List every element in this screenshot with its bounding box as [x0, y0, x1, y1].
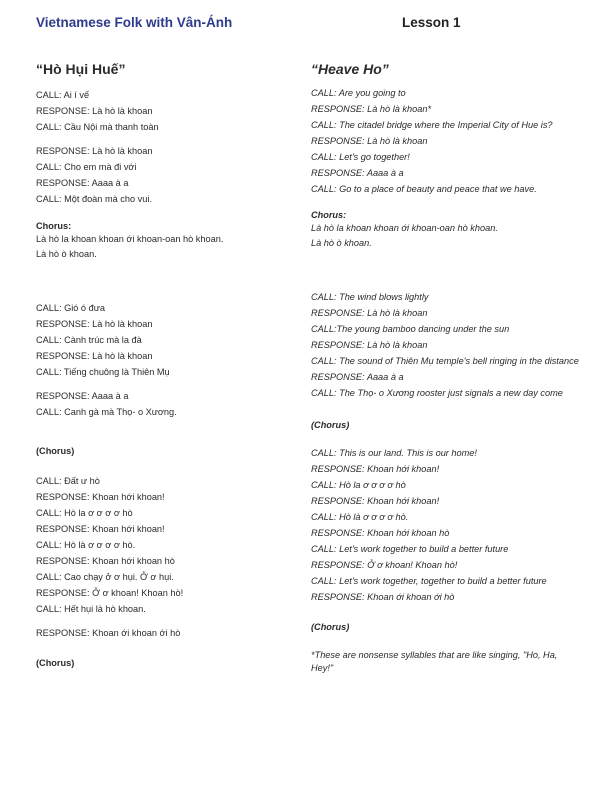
lyric-line: CALL: Gió ó đưa	[36, 303, 105, 313]
lyric-line: CALL: Hò là ơ ơ ơ ơ hò.	[311, 512, 409, 522]
lyric-line: CALL: Tiếng chuông là Thiên Mụ	[36, 367, 170, 377]
english-verse-3	[311, 447, 579, 604]
lyric-line: CALL: The wind blows lightly	[311, 292, 429, 302]
english-chorus	[311, 221, 579, 251]
lyric-line: CALL: Let's work together to build a better future	[311, 544, 509, 554]
lyric-line: RESPONSE: Là hò là khoan	[311, 308, 428, 318]
lyric-line: RESPONSE: Ở ơ khoan! Khoan hò!	[36, 588, 184, 598]
lyric-line: RESPONSE: Aaaa à a	[311, 168, 404, 178]
english-song-title: “Heave Ho”	[311, 61, 389, 77]
english-verse-1	[311, 87, 579, 196]
document-header-title: Vietnamese Folk with Vân-Ánh	[36, 15, 233, 30]
vietnamese-verse-3a	[36, 473, 298, 617]
lyric-line: CALL: This is our land. This is our home!	[311, 448, 477, 458]
vietnamese-chorus-heading: Chorus:	[36, 221, 72, 231]
footnote: *These are nonsense syllables that are like singing, "Ho, Ha, Hey!"	[311, 650, 558, 673]
lyric-line: RESPONSE: Khoan ới khoan ới hò	[311, 592, 455, 602]
lyric-line: CALL: Cầu Nội mà thanh toàn	[36, 122, 159, 132]
lyric-line: RESPONSE: Là hò là khoan	[311, 340, 428, 350]
lyric-line: RESPONSE: Khoan hới khoan hò	[36, 556, 175, 566]
lyric-line: RESPONSE: Khoan hới khoan!	[36, 492, 165, 502]
lyric-line: CALL: Một đoàn mà cho vui.	[36, 194, 152, 204]
vietnamese-verse-3b	[36, 625, 298, 641]
lesson-label: Lesson 1	[402, 15, 461, 30]
lyric-line: CALL:The young bamboo dancing under the sun	[311, 324, 510, 334]
vietnamese-chorus-ref-1: (Chorus)	[36, 446, 75, 456]
vietnamese-verse-1b	[36, 143, 298, 207]
vietnamese-verse-1a	[36, 87, 298, 135]
lyric-line: Là hò la khoan khoan ới khoan-oan hò khoan.	[36, 234, 224, 244]
lyric-line: RESPONSE: Khoan hới khoan!	[36, 524, 165, 534]
english-chorus-ref-1: (Chorus)	[311, 420, 350, 430]
lyric-line: CALL: Let's go together!	[311, 152, 410, 162]
lyric-line: RESPONSE: Là hò là khoan	[36, 106, 153, 116]
lyric-line: CALL: Are you going to	[311, 88, 406, 98]
lyric-line: Là hò ò khoan.	[311, 238, 372, 248]
english-verse-2	[311, 291, 579, 400]
lyric-line: RESPONSE: Aaaa à a	[311, 372, 404, 382]
lyric-line: Là hò ò khoan.	[36, 249, 97, 259]
english-lyrics-column	[311, 60, 579, 675]
vietnamese-verse-2b	[36, 388, 298, 420]
lyric-line: CALL: Let's work together, together to build a better future	[311, 576, 547, 586]
lyric-line: CALL: Cao chạy ở ơ hụi. Ở ơ hụi.	[36, 572, 174, 582]
lyric-line: CALL: Hò la ơ ơ ơ ơ hò	[36, 508, 133, 518]
lyric-line: CALL: The sound of Thiên Mụ temple's bell ringing in the distance	[311, 356, 579, 366]
lyric-line: RESPONSE: Khoan hới khoan hò	[311, 528, 450, 538]
lyric-line: CALL: Canh gà mà Thọ- o Xương.	[36, 407, 177, 417]
lyric-line: RESPONSE: Là hò là khoan	[36, 319, 153, 329]
vietnamese-chorus-ref-2: (Chorus)	[36, 658, 75, 668]
vietnamese-song-title: “Hò Hụi Huế”	[36, 61, 126, 77]
lyric-line: CALL: Cho em mà đi với	[36, 162, 137, 172]
lyric-line: CALL: The Thọ- o Xương rooster just signals a new day come	[311, 388, 563, 398]
vietnamese-chorus	[36, 232, 298, 262]
lyric-line: RESPONSE: Aaaa à a	[36, 178, 129, 188]
lyric-line: RESPONSE: Khoan hới khoan!	[311, 464, 440, 474]
lyric-line: CALL: Hò la ơ ơ ơ ơ hò	[311, 480, 406, 490]
lyric-line: CALL: Ai í vế	[36, 90, 90, 100]
lyric-line: RESPONSE: Là hò là khoan*	[311, 104, 432, 114]
lyric-line: RESPONSE: Ở ơ khoan! Khoan hò!	[311, 560, 458, 570]
lyric-line: Là hò la khoan khoan ới khoan-oan hò khoan.	[311, 223, 498, 233]
english-chorus-ref-2: (Chorus)	[311, 622, 350, 632]
lyric-line: CALL: Đất ư hò	[36, 476, 100, 486]
lyric-line: RESPONSE: Là hò là khoan	[36, 351, 153, 361]
lyric-line: CALL: Hò là ơ ơ ơ ơ hò.	[36, 540, 136, 550]
vietnamese-verse-2a	[36, 300, 298, 380]
lyric-line: RESPONSE: Khoan hới khoan!	[311, 496, 440, 506]
lyric-line: RESPONSE: Aaaa à a	[36, 391, 129, 401]
vietnamese-lyrics-column	[36, 60, 298, 671]
lyric-line: CALL: Cành trúc mà la đà	[36, 335, 142, 345]
lyric-line: CALL: Go to a place of beauty and peace that we have.	[311, 184, 537, 194]
lyric-line: RESPONSE: Khoan ới khoan ới hò	[36, 628, 181, 638]
lyric-line: CALL: Hết hụi là hò khoan.	[36, 604, 146, 614]
lyric-line: RESPONSE: Là hò là khoan	[311, 136, 428, 146]
lyric-line: CALL: The citadel bridge where the Imperial City of Hue is?	[311, 120, 553, 130]
lyric-line: RESPONSE: Là hò là khoan	[36, 146, 153, 156]
english-chorus-heading: Chorus:	[311, 210, 347, 220]
